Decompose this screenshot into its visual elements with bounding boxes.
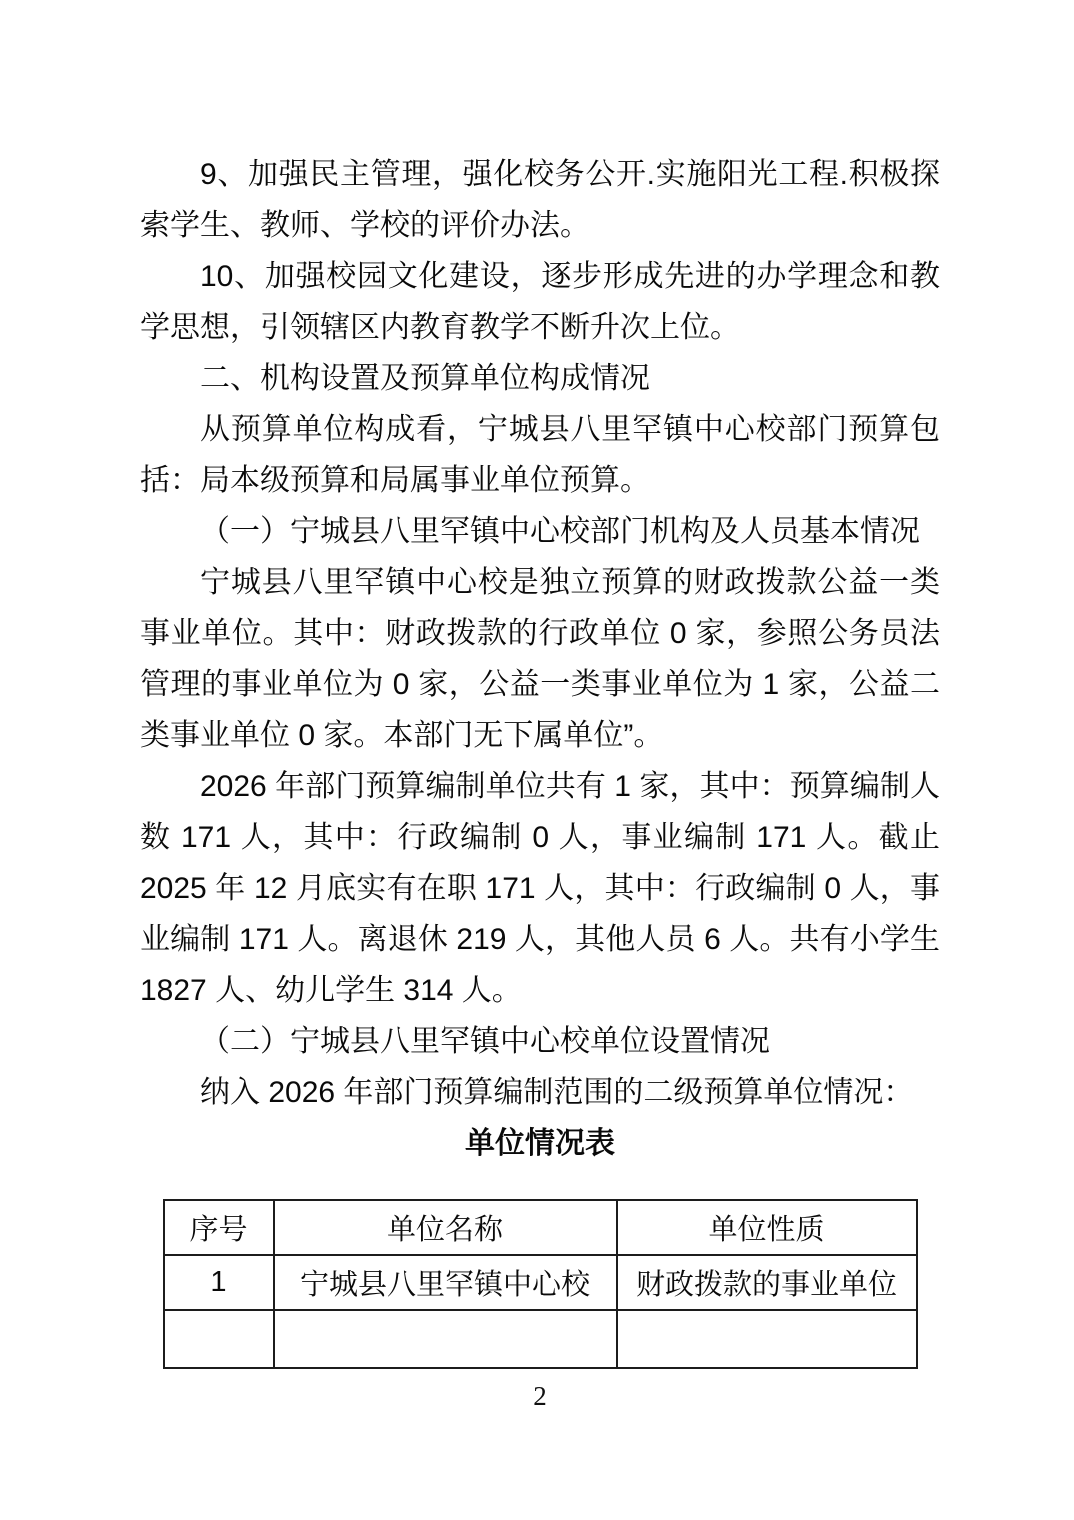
table-header-unit-nature: 单位性质 xyxy=(617,1200,917,1255)
page-number: 2 xyxy=(533,1381,547,1411)
paragraph-staffing-figures: 2026 年部门预算编制单位共有 1 家，其中：预算编制人数 171 人，其中：行政编制 0 人，事业编制 171 人。截止 2025 年 12 月底实有在职 171 人，其中：行政编制 0 人，事业编制 171 人。离退休 219 人，其他人员 6 人。共有小学生 1827 人、幼儿学生 314 人。 xyxy=(140,770,940,1007)
paragraph-table-intro: 纳入 2026 年部门预算编制范围的二级预算单位情况： xyxy=(200,1076,914,1109)
paragraph-item-10: 10、加强校园文化建设，逐步形成先进的办学理念和教学思想，引领辖区内教育教学不断升次上位。 xyxy=(140,260,940,344)
subsection-heading-1: （一）宁城县八里罕镇中心校部门机构及人员基本情况 xyxy=(200,515,920,548)
cell-index-empty xyxy=(164,1310,274,1368)
cell-index: 1 xyxy=(164,1255,274,1310)
cell-unit-name: 宁城县八里罕镇中心校 xyxy=(274,1255,617,1310)
cell-unit-name-empty xyxy=(274,1310,617,1368)
paragraph-item-9: 9、加强民主管理，强化校务公开.实施阳光工程.积极探索学生、教师、学校的评价办法。 xyxy=(140,158,940,242)
unit-info-table xyxy=(163,1199,918,1369)
paragraph-budget-composition: 从预算单位构成看，宁城县八里罕镇中心校部门预算包括：局本级预算和局属事业单位预算。 xyxy=(140,413,940,497)
section-heading-2: 二、机构设置及预算单位构成情况 xyxy=(200,362,650,395)
table-header-row xyxy=(164,1200,917,1255)
document-body xyxy=(140,149,940,1412)
table-header-unit-name: 单位名称 xyxy=(274,1200,617,1255)
cell-unit-nature-empty xyxy=(617,1310,917,1368)
table-row xyxy=(164,1255,917,1310)
paragraph-unit-nature: 宁城县八里罕镇中心校是独立预算的财政拨款公益一类事业单位。其中：财政拨款的行政单位 0 家，参照公务员法管理的事业单位为 0 家，公益一类事业单位为 1 家，公益二类事业单位 0 家。本部门无下属单位”。 xyxy=(140,566,940,752)
cell-unit-nature: 财政拨款的事业单位 xyxy=(617,1255,917,1310)
table-row-empty xyxy=(164,1310,917,1368)
table-title: 单位情况表 xyxy=(465,1127,615,1160)
subsection-heading-2: （二）宁城县八里罕镇中心校单位设置情况 xyxy=(200,1025,770,1058)
table-header-index: 序号 xyxy=(164,1200,274,1255)
